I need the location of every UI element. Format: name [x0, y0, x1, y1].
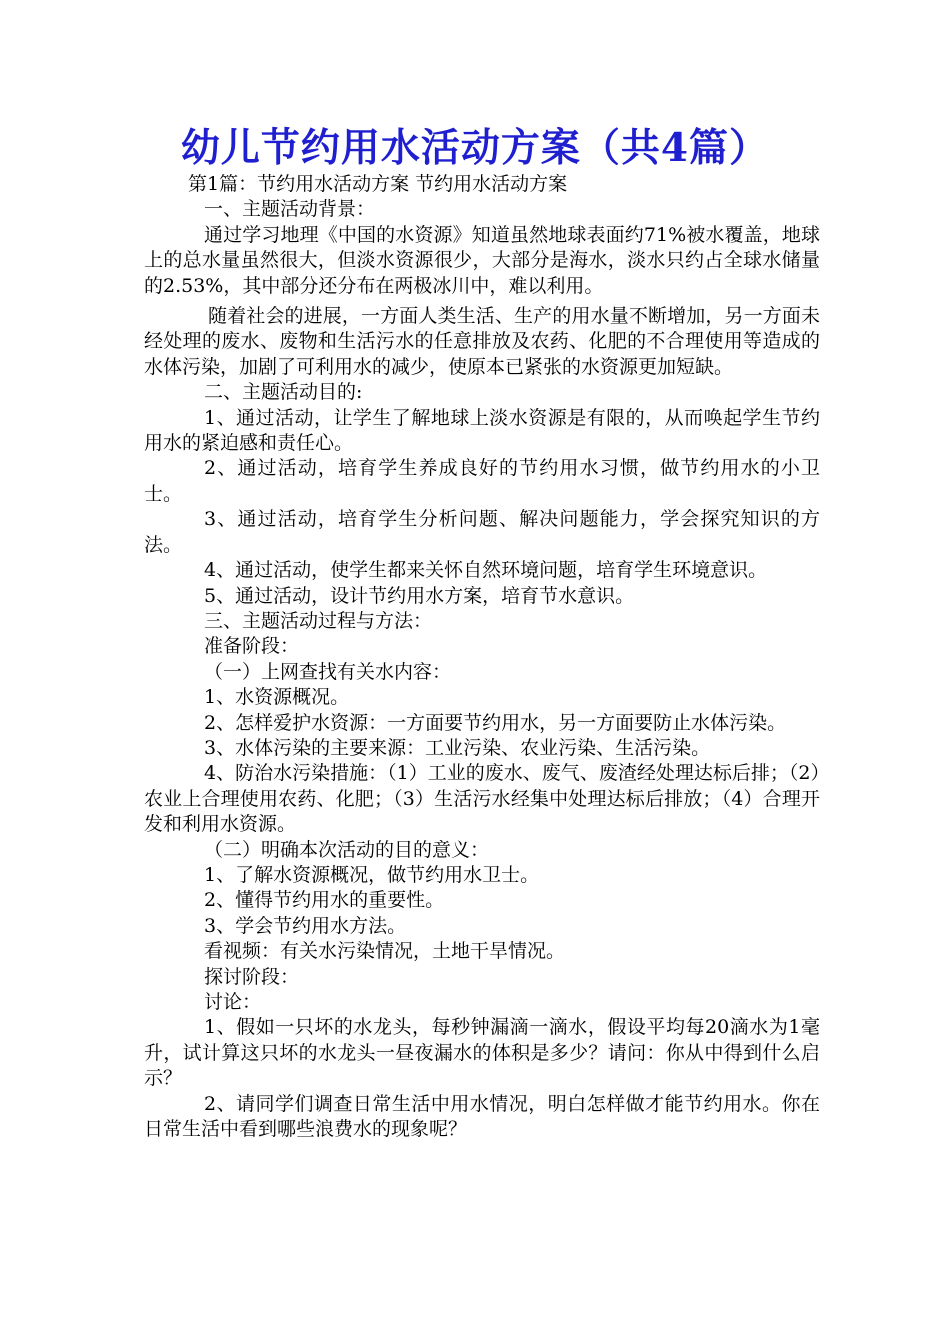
paragraph: 通过学习地理《中国的水资源》知道虽然地球表面约71%被水覆盖，地球上的总水量虽然很大，但淡水资源很少，大部分是海水，淡水只约占全球水储量的2.53%，其中部分还分布在两极冰川中，难以利用。	[144, 223, 820, 297]
paragraph: 4、防治水污染措施：（1）工业的废水、废气、废渣经处理达标后排；（2）农业上合理使用农药、化肥；（3）生活污水经集中处理达标后排放；（4）合理开发和利用水资源。	[144, 762, 820, 836]
paragraph: 5、通过活动，设计节约用水方案，培育节水意识。	[204, 584, 635, 607]
paragraph: 探讨阶段：	[204, 965, 300, 988]
paragraph: 随着社会的进展，一方面人类生活、生产的用水量不断增加，另一方面未经处理的废水、废物和生活污水的任意排放及农药、化肥的不合理使用等造成的水体污染，加剧了可利用水的减少，使原本已紧张的水资源更加短缺。	[144, 305, 820, 378]
paragraph: 讨论：	[204, 991, 262, 1013]
paragraph: 2、怎样爱护水资源：一方面要节约用水，另一方面要防止水体污染。	[204, 711, 787, 734]
paragraph: 二、主题活动目的:	[204, 381, 363, 404]
paragraph: 2、请同学们调查日常生活中用水情况，明白怎样做才能节约用水。你在日常生活中看到哪些浪费水的现象呢？	[144, 1092, 820, 1141]
paragraph: 三、主题活动过程与方法：	[204, 609, 433, 632]
paragraph: 2、通过活动，培育学生养成良好的节约用水习惯，做节约用水的小卫士。	[144, 457, 820, 505]
paragraph: 1、假如一只坏的水龙头，每秒钟漏滴一滴水，假设平均每20滴水为1毫升，试计算这只坏的水龙头一昼夜漏水的体积是多少？请问：你从中得到什么启示？	[144, 1016, 820, 1090]
paragraph: （一）上网查找有关水内容：	[204, 660, 452, 683]
paragraph: 第1篇：节约用水活动方案 节约用水活动方案	[188, 173, 568, 195]
paragraph: 3、水体污染的主要来源：工业污染、农业污染、生活污染。	[204, 736, 711, 759]
paragraph: 1、水资源概况。	[204, 686, 350, 709]
paragraph: 看视频：有关水污染情况，土地干旱情况。	[204, 940, 566, 963]
document-title: 幼儿节约用水活动方案（共4篇）	[180, 125, 770, 171]
paragraph: 1、了解水资源概况，做节约用水卫士。	[204, 863, 540, 886]
document-body	[144, 172, 820, 1142]
paragraph: 2、懂得节约用水的重要性。	[204, 889, 445, 912]
paragraph: 4、通过活动，使学生都来关怀自然环境问题，培育学生环境意识。	[204, 559, 768, 582]
paragraph: 1、通过活动，让学生了解地球上淡水资源是有限的，从而唤起学生节约用水的紧迫感和责任心。	[144, 406, 820, 455]
paragraph: 一、主题活动背景：	[204, 198, 376, 221]
paragraph: 3、学会节约用水方法。	[204, 914, 407, 937]
paragraph: 准备阶段：	[204, 635, 300, 658]
paragraph: （二）明确本次活动的目的意义：	[204, 838, 490, 861]
paragraph: 3、通过活动，培育学生分析问题、解决问题能力，学会探究知识的方法。	[144, 508, 820, 556]
